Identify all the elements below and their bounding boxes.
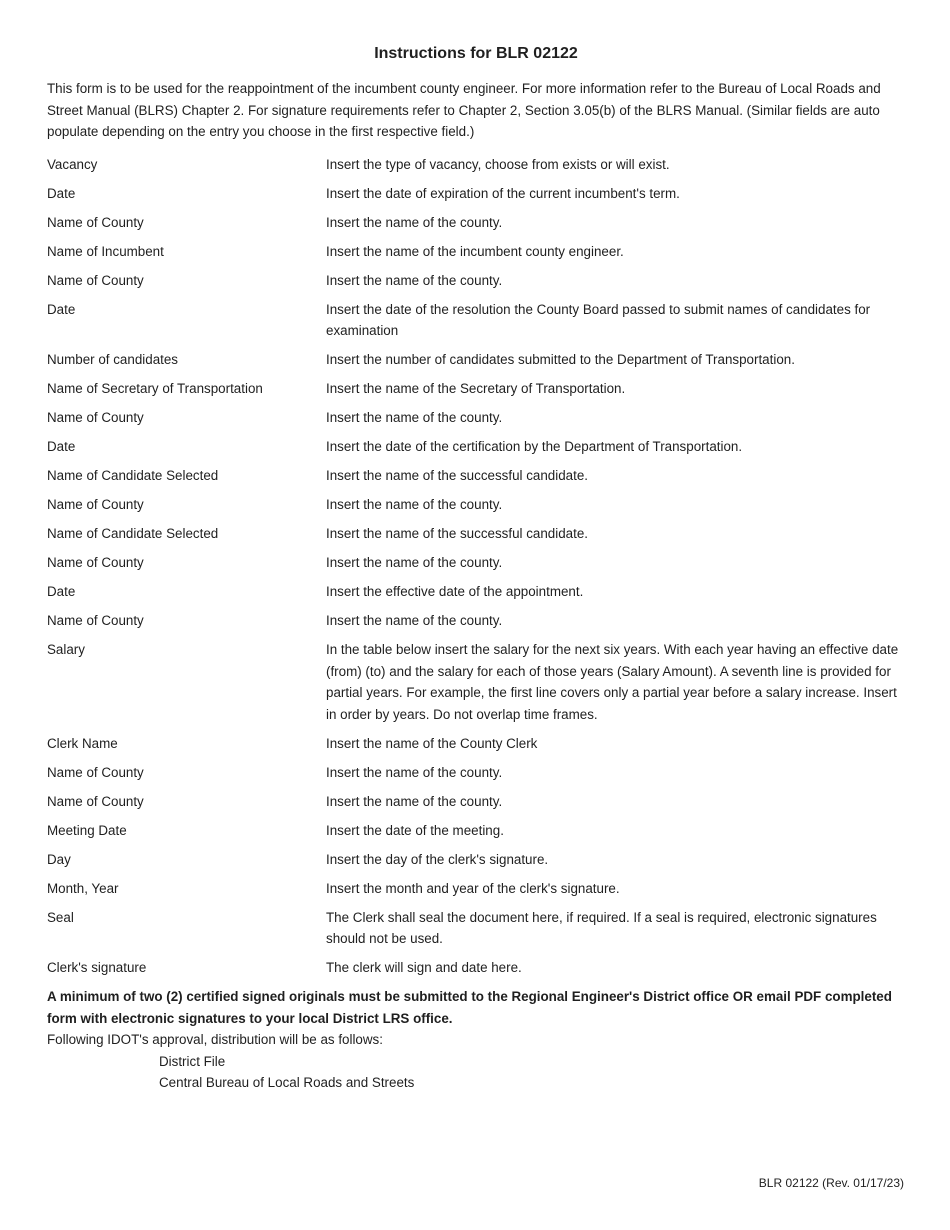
instruction-row xyxy=(47,816,905,845)
field-name: Date xyxy=(47,439,76,454)
field-name: Name of Secretary of Transportation xyxy=(47,381,263,396)
field-name: Name of County xyxy=(47,764,144,780)
field-description: Insert the name of the county. xyxy=(326,214,503,230)
instruction-row xyxy=(47,635,905,729)
field-description: Insert the name of the county. xyxy=(326,764,503,780)
instruction-row xyxy=(47,179,905,208)
field-name: Name of Candidate Selected xyxy=(47,468,219,483)
instruction-row xyxy=(47,874,905,903)
field-name: Day xyxy=(47,851,71,867)
field-name: Number of candidates xyxy=(47,352,179,367)
field-description: Insert the name of the Secretary of Transportation. xyxy=(326,381,626,396)
field-name: Name of County xyxy=(47,497,144,512)
instruction-row xyxy=(47,758,905,787)
instruction-row xyxy=(47,266,905,295)
field-description: Insert the date of the resolution the County Board passed to submit names of candidates for examination xyxy=(326,301,871,338)
field-name: Date xyxy=(47,301,76,317)
distribution-intro: Following IDOT's approval, distribution will be as follows: xyxy=(47,1032,383,1047)
instruction-row xyxy=(47,903,905,954)
field-description: Insert the effective date of the appointment. xyxy=(326,584,584,599)
instruction-row xyxy=(47,729,905,758)
field-name: Name of County xyxy=(47,555,144,570)
intro-paragraph: This form is to be used for the reappointment of the incumbent county engineer. For more information refer to the Bureau of Local Roads and Street Manual (BLRS) Chapter 2. For signature requirements refer to Chapter 2, Section 3.05(b) of the BLRS Manual. (Similar fields are auto populate depending on the entry you choose in the first respective field.) xyxy=(47,81,881,139)
distribution-list xyxy=(47,1051,905,1094)
form-revision-footer: BLR 02122 (Rev. 01/17/23) xyxy=(758,1176,904,1190)
field-description: Insert the name of the successful candidate. xyxy=(326,468,589,483)
field-description: In the table below insert the salary for the next six years. With each year having an effective date (from) (to) and the salary for each of those years (Salary Amount). A seventh line is provided for partial years. For example, the first line covers only a partial year before a salary increase. Insert in order by years. Do not overlap time frames. xyxy=(326,642,899,722)
submission-notice: A minimum of two (2) certified signed originals must be submitted to the Regional Engineer's District office OR email PDF completed form with electronic signatures to your local District LRS office. xyxy=(47,989,892,1026)
field-description: Insert the type of vacancy, choose from exists or will exist. xyxy=(326,156,670,172)
instruction-row xyxy=(47,432,905,461)
instruction-row xyxy=(47,548,905,577)
field-description: Insert the date of the meeting. xyxy=(326,822,504,838)
instruction-row xyxy=(47,606,905,635)
field-instructions-list xyxy=(47,150,905,983)
field-description: Insert the name of the county. xyxy=(326,497,503,512)
instruction-row xyxy=(47,577,905,606)
field-description: Insert the name of the successful candidate. xyxy=(326,526,589,541)
field-description: Insert the name of the county. xyxy=(326,555,503,570)
instruction-row xyxy=(47,490,905,519)
instruction-row xyxy=(47,403,905,432)
instruction-row xyxy=(47,150,905,179)
instructions-page xyxy=(47,44,905,1094)
instruction-row xyxy=(47,953,905,982)
instruction-row xyxy=(47,845,905,874)
field-name: Vacancy xyxy=(47,156,98,172)
field-name: Salary xyxy=(47,642,85,657)
field-description: Insert the day of the clerk's signature. xyxy=(326,851,549,867)
field-name: Seal xyxy=(47,909,74,925)
field-name: Name of County xyxy=(47,793,144,809)
distribution-item: District File xyxy=(159,1053,226,1069)
instruction-row xyxy=(47,208,905,237)
field-description: The clerk will sign and date here. xyxy=(326,960,522,975)
instruction-row xyxy=(47,461,905,490)
field-description: Insert the name of the county. xyxy=(326,410,503,425)
field-name: Name of County xyxy=(47,272,144,288)
field-name: Name of Candidate Selected xyxy=(47,526,219,541)
field-description: Insert the number of candidates submitted to the Department of Transportation. xyxy=(326,352,795,367)
field-name: Clerk's signature xyxy=(47,960,147,975)
field-name: Name of County xyxy=(47,613,144,628)
field-description: Insert the name of the county. xyxy=(326,793,503,809)
field-name: Name of County xyxy=(47,410,144,425)
instruction-row xyxy=(47,787,905,816)
field-description: The Clerk shall seal the document here, if required. If a seal is required, electronic signatures should not be used. xyxy=(326,909,877,946)
field-name: Date xyxy=(47,185,76,201)
field-description: Insert the name of the County Clerk xyxy=(326,735,538,751)
field-name: Name of County xyxy=(47,214,144,230)
instruction-row xyxy=(47,519,905,548)
field-description: Insert the date of expiration of the current incumbent's term. xyxy=(326,185,680,201)
field-description: Insert the month and year of the clerk's signature. xyxy=(326,880,620,896)
field-name: Clerk Name xyxy=(47,735,118,751)
instruction-row xyxy=(47,374,905,403)
instruction-row xyxy=(47,237,905,266)
field-description: Insert the name of the incumbent county engineer. xyxy=(326,243,624,259)
field-name: Name of Incumbent xyxy=(47,243,164,259)
instruction-row xyxy=(47,295,905,346)
field-description: Insert the date of the certification by the Department of Transportation. xyxy=(326,439,743,454)
instruction-row xyxy=(47,345,905,374)
field-name: Meeting Date xyxy=(47,822,127,838)
field-description: Insert the name of the county. xyxy=(326,272,503,288)
page-title: Instructions for BLR 02122 xyxy=(374,45,578,62)
field-description: Insert the name of the county. xyxy=(326,613,503,628)
distribution-item: Central Bureau of Local Roads and Streets xyxy=(159,1075,415,1090)
field-name: Month, Year xyxy=(47,880,119,896)
field-name: Date xyxy=(47,584,76,599)
